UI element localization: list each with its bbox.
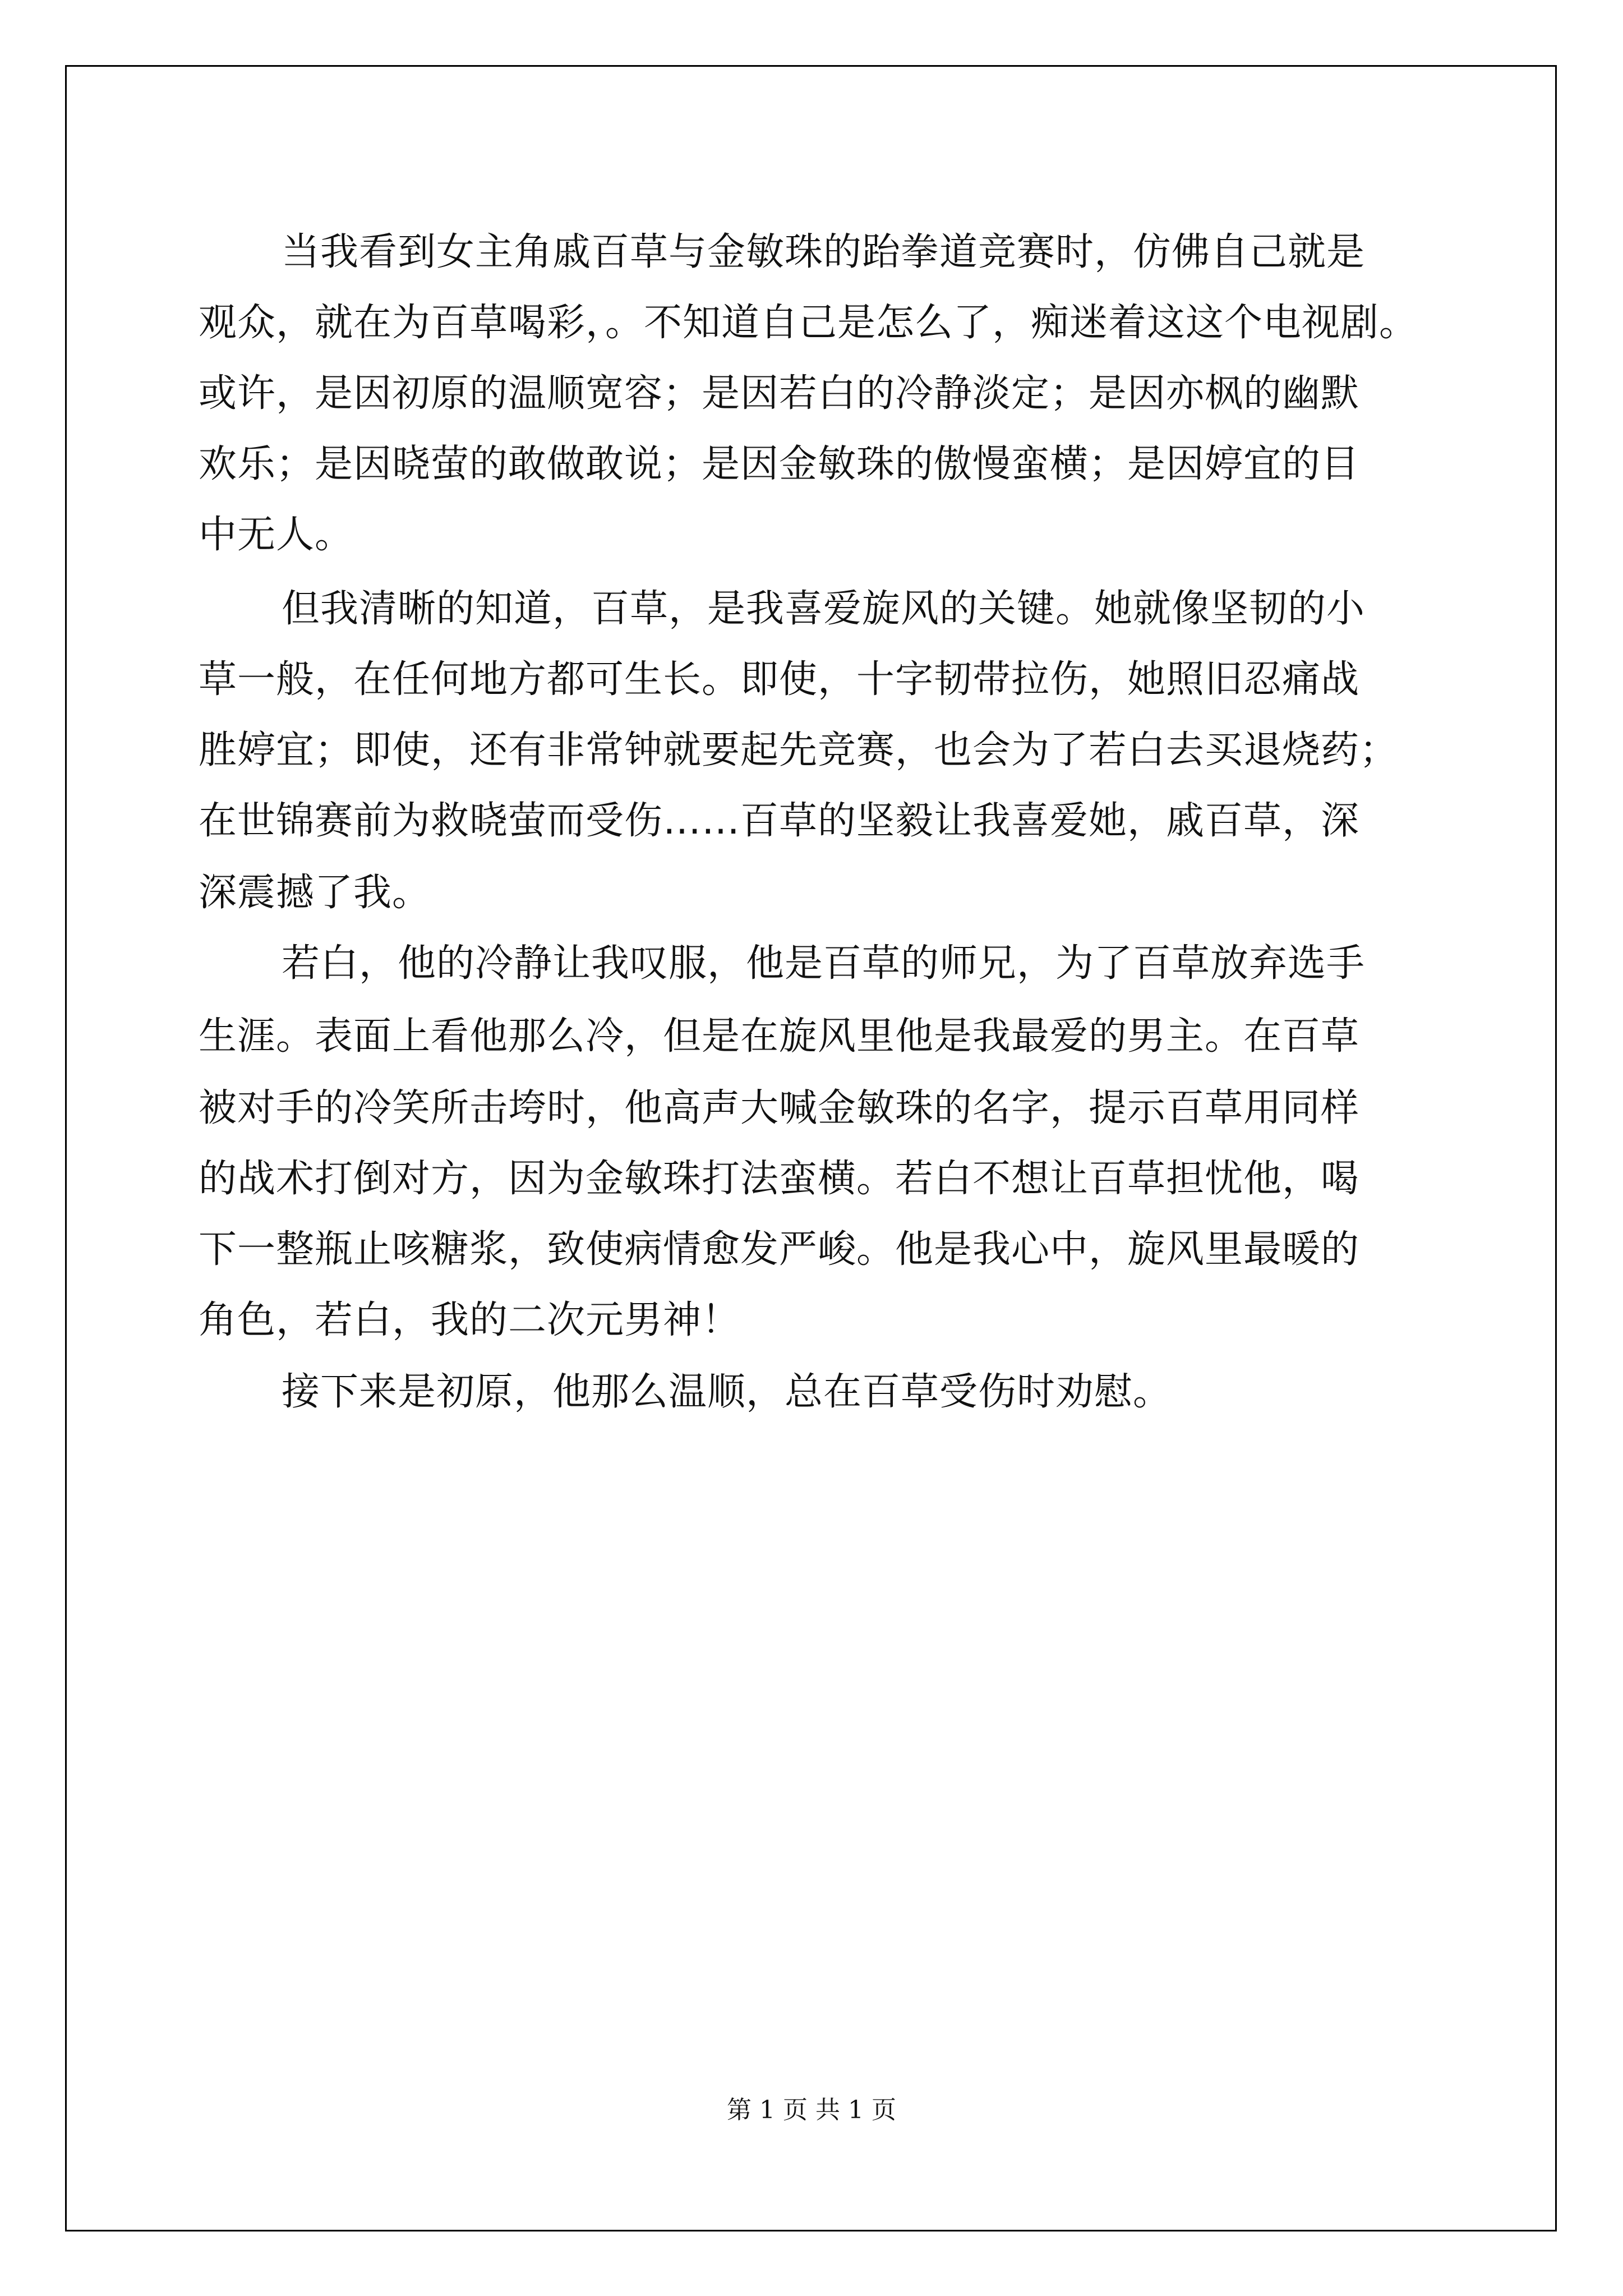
- paragraph-1-line-1: 当我看到女主角戚百草与金敏珠的跆拳道竞赛时，仿佛自己就是: [282, 230, 1366, 274]
- paragraph-2-line-3: 胜婷宜；即使，还有非常钟就要起先竞赛，也会为了若白去买退烧药；: [199, 728, 1399, 772]
- page-number-footer: 第 1 页 共 1 页: [727, 2096, 896, 2124]
- paragraph-1-line-3: 或许，是因初原的温顺宽容；是因若白的冷静淡定；是因亦枫的幽默: [199, 371, 1360, 416]
- paragraph-3-line-6: 角色，若白，我的二次元男神！: [199, 1298, 741, 1342]
- paragraph-2-line-4: 在世锦赛前为救晓萤而受伤……百草的坚毅让我喜爱她，戚百草，深: [199, 799, 1360, 843]
- paragraph-3-line-5: 下一整瓶止咳糖浆，致使病情愈发严峻。他是我心中，旋风里最暖的: [199, 1227, 1360, 1272]
- paragraph-3-line-4: 的战术打倒对方，因为金敏珠打法蛮横。若白不想让百草担忧他，喝: [199, 1157, 1360, 1201]
- paragraph-2-line-1: 但我清晰的知道，百草，是我喜爱旋风的关键。她就像坚韧的小: [282, 587, 1366, 631]
- paragraph-3-line-2: 生涯。表面上看他那么冷，但是在旋风里他是我最爱的男主。在百草: [199, 1014, 1360, 1059]
- paragraph-1-line-4: 欢乐；是因晓萤的敢做敢说；是因金敏珠的傲慢蛮横；是因婷宜的目: [199, 442, 1360, 486]
- paragraph-2-line-2: 草一般，在任何地方都可生长。即使，十字韧带拉伤，她照旧忍痛战: [199, 657, 1360, 702]
- paragraph-1-line-5: 中无人。: [199, 513, 354, 557]
- paragraph-4-line-1: 接下来是初原，他那么温顺，总在百草受伤时劝慰。: [282, 1370, 1172, 1414]
- paragraph-2-line-5: 深震撼了我。: [199, 871, 431, 915]
- paragraph-3-line-3: 被对手的冷笑所击垮时，他高声大喊金敏珠的名字，提示百草用同样: [199, 1086, 1360, 1130]
- paragraph-3-line-1: 若白，他的冷静让我叹服，他是百草的师兄，为了百草放弃选手: [282, 941, 1366, 986]
- paragraph-1-line-2: 观众，就在为百草喝彩，。不知道自己是怎么了，痴迷着这这个电视剧。: [199, 301, 1418, 345]
